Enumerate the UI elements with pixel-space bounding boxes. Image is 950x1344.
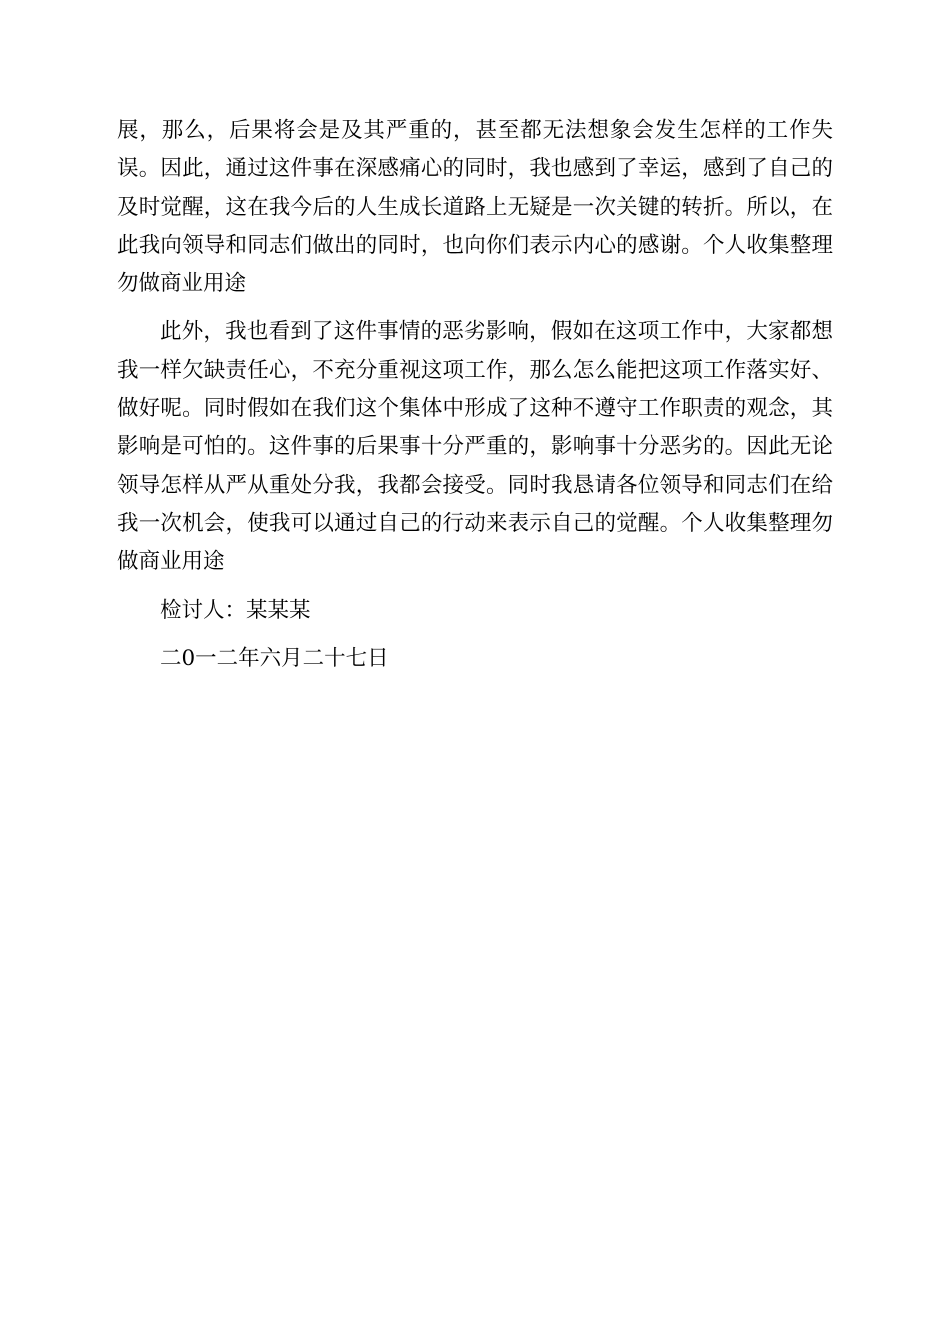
date-line: 二0一二年六月二十七日 <box>160 645 389 671</box>
document-body <box>117 112 833 678</box>
paragraph-continuation: 展，那么，后果将会是及其严重的，甚至都无法想象会发生怎样的工作失误。因此，通过这件事在深感痛心的同时，我也感到了幸运，感到了自己的及时觉醒，这在我今后的人生成长道路上无疑是一次关键的转折。所以，在此我向领导和同志们做出的同时，也向你们表示内心的感谢。个人收集整理勿做商业用途 <box>117 118 833 297</box>
signature-line: 检讨人：某某某 <box>160 597 311 623</box>
paragraph-impact: 此外，我也看到了这件事情的恶劣影响，假如在这项工作中，大家都想我一样欠缺责任心，不充分重视这项工作，那么怎么能把这项工作落实好、做好呢。同时假如在我们这个集体中形成了这种不遵守工作职责的观念，其影响是可怕的。这件事的后果事十分严重的，影响事十分恶劣的。因此无论领导怎样从严从重处分我，我都会接受。同时我恳请各位领导和同志们在给我一次机会，使我可以通过自己的行动来表示自己的觉醒。个人收集整理勿做商业用途 <box>117 319 833 575</box>
